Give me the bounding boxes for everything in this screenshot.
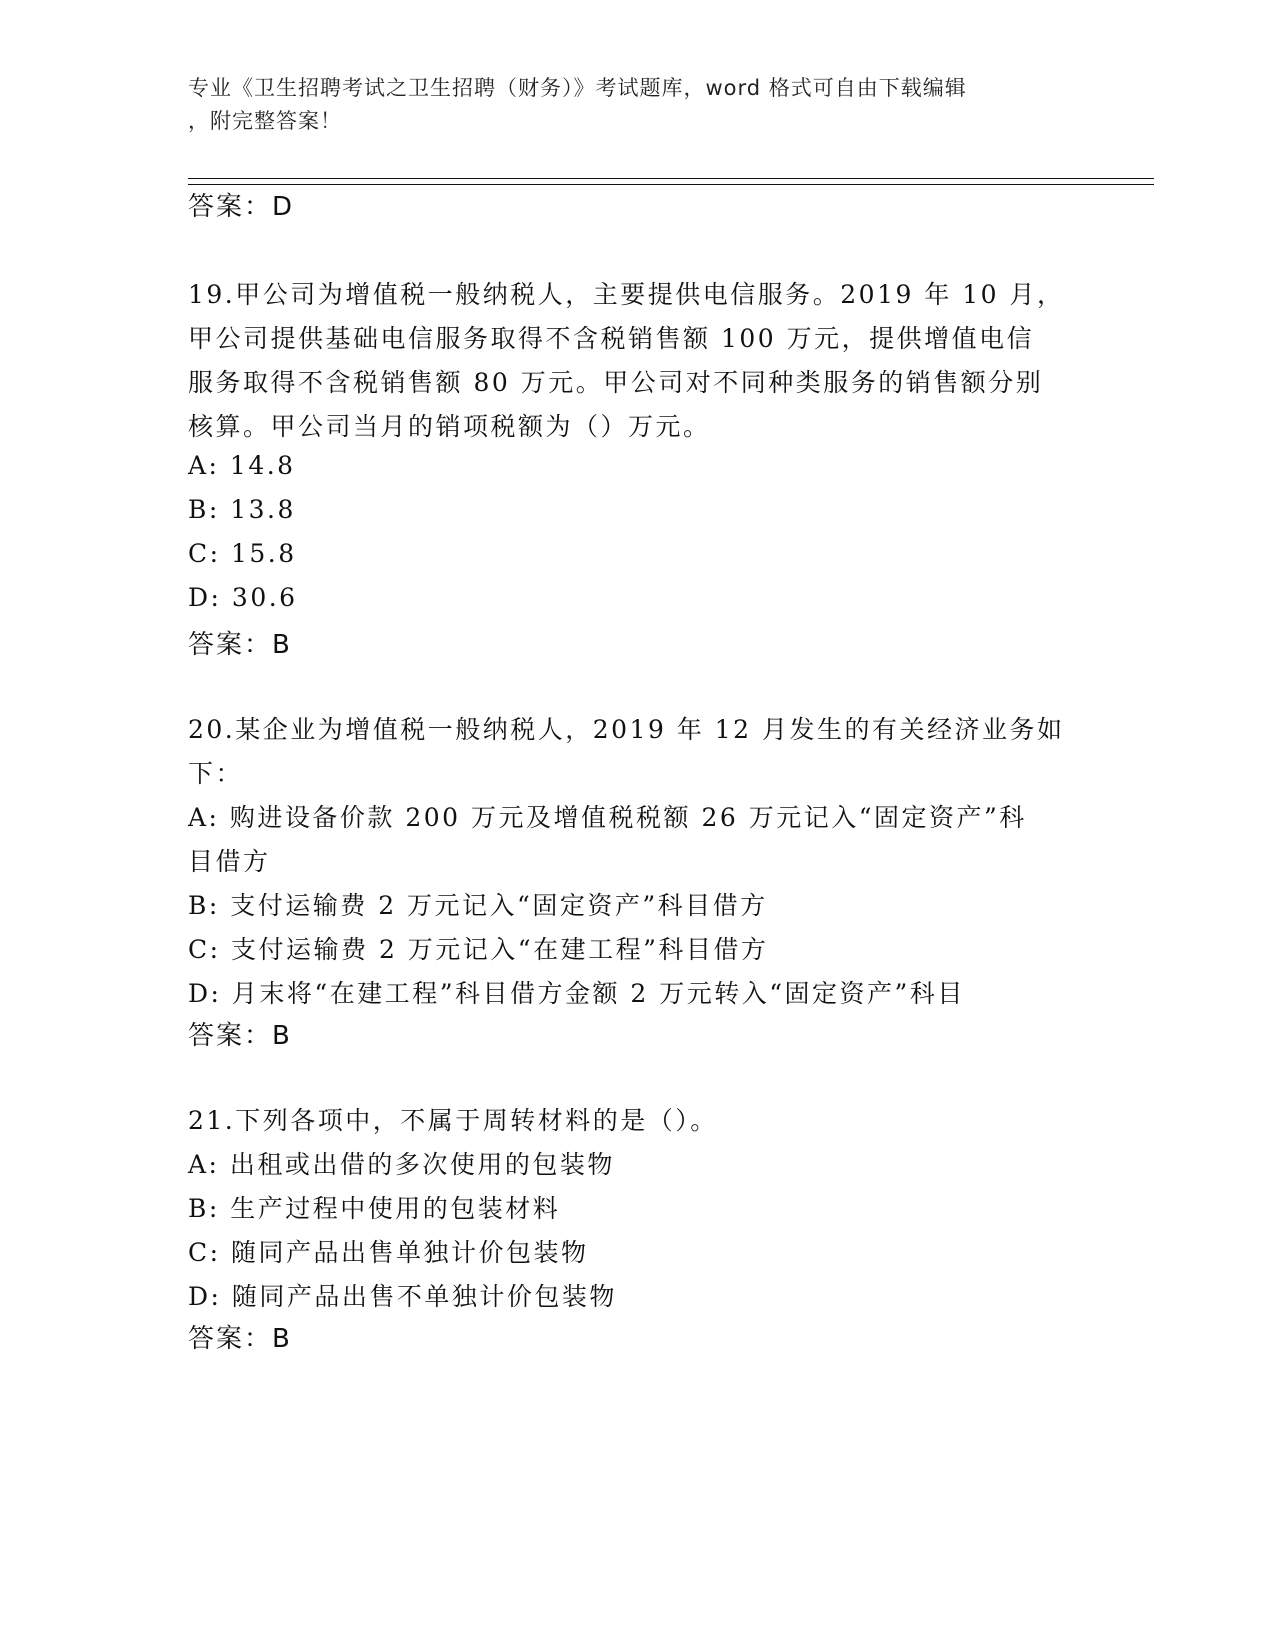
q20-option-b: B: 支付运输费 2 万元记入“固定资产”科目借方 xyxy=(188,891,768,920)
q20-option-d: D: 月末将“在建工程”科目借方金额 2 万元转入“固定资产”科目 xyxy=(188,979,965,1008)
q19-answer: 答案：B xyxy=(188,630,292,660)
q19-stem-line-2: 甲公司提供基础电信服务取得不含税销售额 100 万元，提供增值电信 xyxy=(188,324,1035,353)
q19-option-a: A: 14.8 xyxy=(188,451,296,480)
q19-option-c: C: 15.8 xyxy=(188,539,297,568)
q19-option-b: B: 13.8 xyxy=(188,495,296,524)
q20-option-c: C: 支付运输费 2 万元记入“在建工程”科目借方 xyxy=(188,935,769,964)
q20-stem-line-2: 下： xyxy=(188,759,244,788)
document-header xyxy=(188,72,1068,138)
q21-stem-line-1: 21.下列各项中，不属于周转材料的是（）。 xyxy=(188,1106,718,1135)
q21-option-a: A: 出租或出借的多次使用的包装物 xyxy=(188,1150,615,1179)
header-line-1: 专业《卫生招聘考试之卫生招聘（财务）》考试题库，word 格式可自由下载编辑 xyxy=(188,76,967,100)
q21-answer: 答案：B xyxy=(188,1324,292,1354)
q20-answer: 答案：B xyxy=(188,1021,292,1051)
q19-option-d: D: 30.6 xyxy=(188,583,298,612)
q21-option-d: D: 随同产品出售不单独计价包装物 xyxy=(188,1282,617,1311)
previous-answer: 答案：D xyxy=(188,192,295,222)
q19-stem-line-4: 核算。甲公司当月的销项税额为（）万元。 xyxy=(188,412,711,441)
q19-stem-line-1: 19.甲公司为增值税一般纳税人，主要提供电信服务。2019 年 10 月， xyxy=(188,280,1065,309)
q20-option-a-line-2: 目借方 xyxy=(188,847,271,876)
q20-option-a-line-1: A: 购进设备价款 200 万元及增值税税额 26 万元记入“固定资产”科 xyxy=(188,803,1027,832)
header-divider-bottom xyxy=(188,184,1154,185)
q19-stem-line-3: 服务取得不含税销售额 80 万元。甲公司对不同种类服务的销售额分别 xyxy=(188,368,1044,397)
header-divider-top xyxy=(188,178,1154,179)
header-line-2: ，附完整答案！ xyxy=(188,109,342,133)
q20-stem-line-1: 20.某企业为增值税一般纳税人，2019 年 12 月发生的有关经济业务如 xyxy=(188,715,1065,744)
q21-option-b: B: 生产过程中使用的包装材料 xyxy=(188,1194,561,1223)
q21-option-c: C: 随同产品出售单独计价包装物 xyxy=(188,1238,589,1267)
